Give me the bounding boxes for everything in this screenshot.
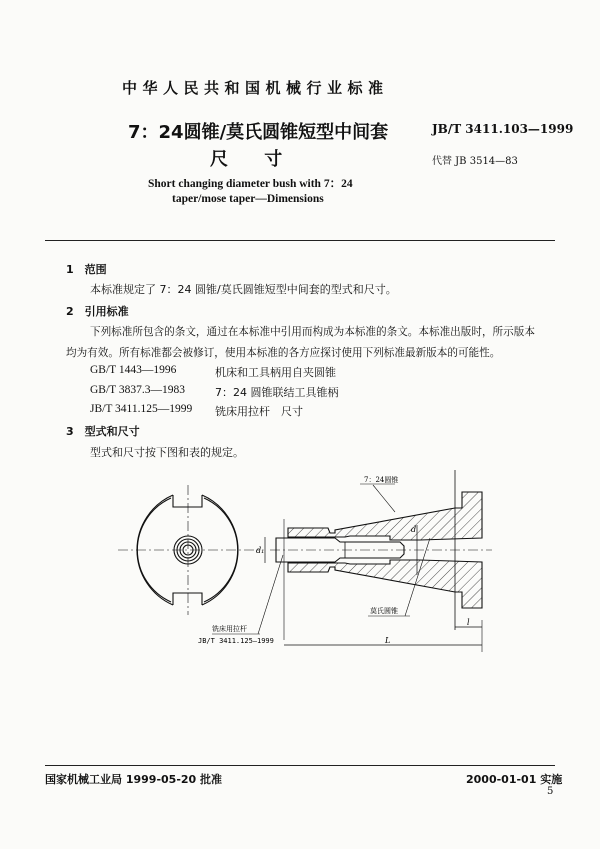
reference-code: GB/T 3837.3—1983	[90, 384, 185, 396]
page-number: 5	[547, 786, 554, 797]
effective-date: 2000-01-01 实施	[466, 773, 563, 786]
morse-taper-label: 莫氏圆锥	[370, 607, 398, 615]
dim-d1: d₁	[256, 546, 265, 555]
approval-note: 国家机械工业局 1999-05-20 批准	[45, 773, 223, 786]
drawbar-label: 铣床用拉杆	[212, 625, 247, 633]
document-title-line2: 尺 寸	[210, 149, 283, 170]
reference-code: GB/T 1443—1996	[90, 364, 177, 376]
section-3-heading: 3 型式和尺寸	[66, 425, 140, 438]
document-title: 7：24圆锥/莫氏圆锥短型中间套	[128, 122, 389, 143]
dim-d: d	[411, 525, 417, 534]
section-1-text: 本标准规定了 7：24 圆锥/莫氏圆锥短型中间套的型式和尺寸。	[90, 283, 397, 296]
end-view	[118, 485, 260, 615]
dim-L: L	[385, 636, 391, 645]
standard-code: JB/T 3411.103—1999	[432, 122, 574, 136]
section-1-heading: 1 范围	[66, 263, 107, 276]
section-2-heading: 2 引用标准	[66, 305, 129, 318]
section-2-text-line1: 下列标准所包含的条文，通过在本标准中引用而构成为本标准的条文。本标准出版时，所示版本	[90, 326, 535, 338]
reference-title: 机床和工具柄用自夹圆锥	[215, 366, 336, 379]
reference-title: 铣床用拉杆 尺寸	[215, 405, 303, 418]
drawbar-standard: JB/T 3411.125—1999	[198, 637, 274, 645]
english-title-line2: taper/mose taper—Dimensions	[172, 193, 324, 205]
replaces-note: 代替 JB 3514—83	[432, 156, 518, 167]
english-title-line1: Short changing diameter bush with 7：24	[148, 178, 353, 190]
taper-label: 7：24圆锥	[364, 476, 399, 484]
dim-l: l	[467, 618, 470, 627]
section-3-text: 型式和尺寸按下图和表的规定。	[90, 446, 244, 459]
reference-title: 7：24 圆锥联结工具锥柄	[215, 386, 339, 399]
section-view	[212, 470, 492, 652]
section-2-text-line2: 均为有效。所有标准都会被修订，使用本标准的各方应探讨使用下列标准最新版本的可能性。	[66, 347, 501, 359]
reference-code: JB/T 3411.125—1999	[90, 403, 193, 415]
footer-divider	[45, 765, 555, 766]
standard-type-heading: 中华人民共和国机械行业标准	[122, 79, 389, 97]
